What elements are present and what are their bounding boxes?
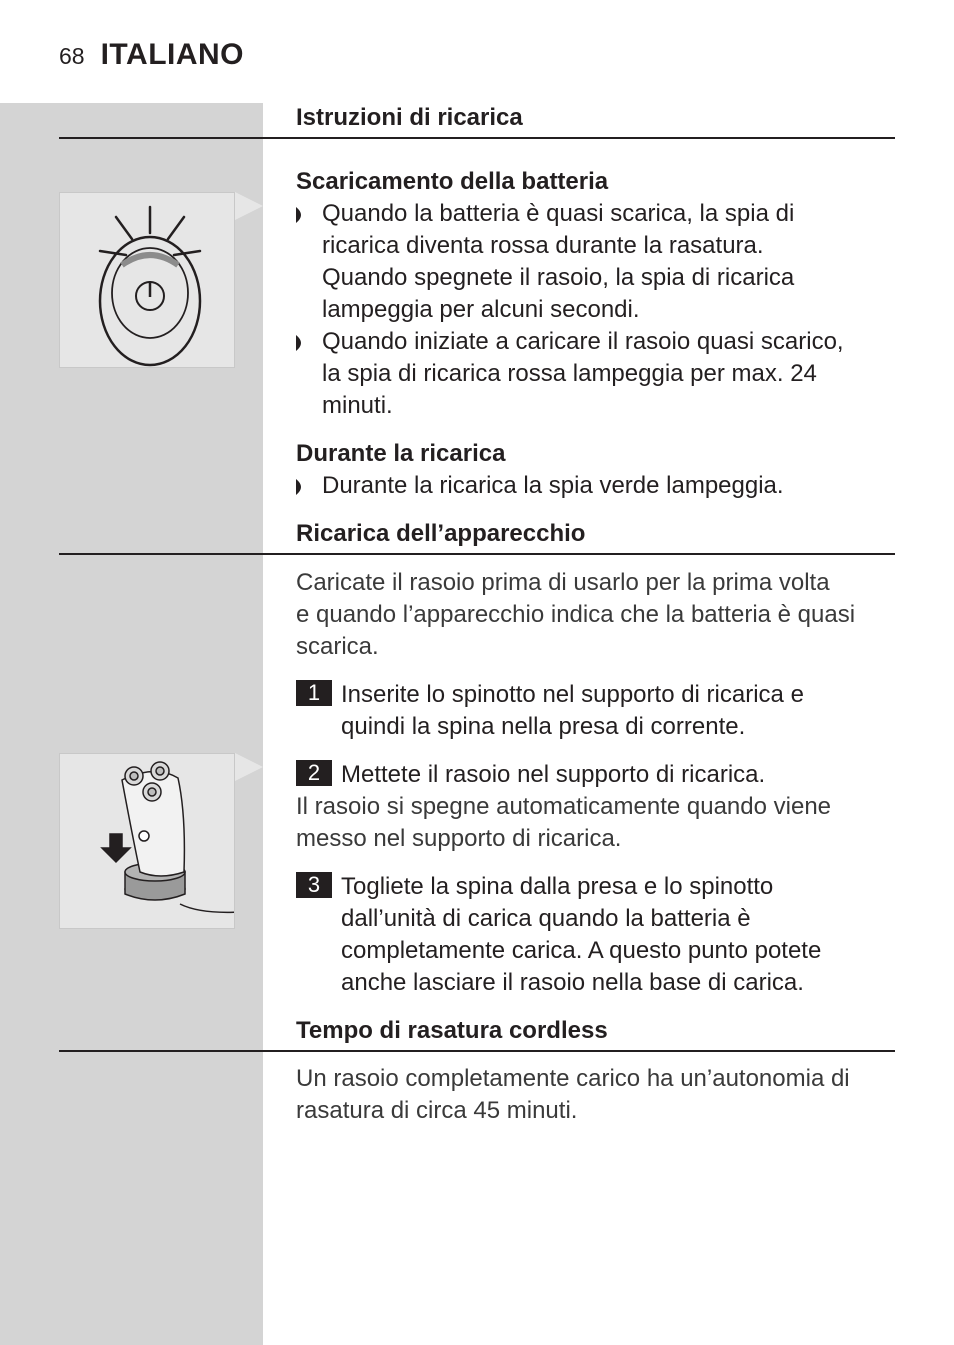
cordless-text [296,1063,850,1127]
bullet-line: lampeggia per alcuni secondi. [322,296,640,323]
list-item [296,470,896,502]
section-title-cordless-time: Tempo di rasatura cordless [296,1017,608,1044]
bullet-icon [296,207,306,223]
text-line: Il rasoio si spegne automaticamente quando viene [296,793,832,820]
section-title-during-charge: Durante la ricarica [296,440,506,467]
section-title-charging: Ricarica dell’apparecchio [296,520,586,547]
figure-charge-light [59,192,235,368]
bullet-line: la spia di ricarica rossa lampeggia per max. 24 [322,360,817,387]
list-item [296,198,896,326]
section-divider [59,1050,895,1052]
charging-intro [296,567,855,663]
language-title: ITALIANO [100,38,245,71]
bullet-icon [296,479,306,495]
step-line: anche lasciare il rasoio nella base di carica. [341,969,804,996]
step-line: Inserite lo spinotto nel supporto di ricarica e [341,681,804,708]
list-item [296,326,896,422]
text-line: Caricate il rasoio prima di usarlo per la prima volta [296,569,830,596]
step-number: 3 [296,872,332,898]
text-line: scarica. [296,633,379,660]
figure-pointer [235,753,263,781]
bullet-line: Quando spegnete il rasoio, la spia di ricarica [322,264,795,291]
figure-shaver-on-stand [59,753,235,929]
step-line: dall’unità di carica quando la batteria è [341,905,751,932]
step-line: completamente carica. A questo punto potete [341,937,822,964]
page-header [59,38,244,72]
step-2-note [296,791,831,855]
section-title-charging-instructions: Istruzioni di ricarica [296,104,523,131]
bullet-line: Quando iniziate a caricare il rasoio quasi scarico, [322,328,844,355]
step-line: quindi la spina nella presa di corrente. [341,713,746,740]
text-line: messo nel supporto di ricarica. [296,825,622,852]
section-divider [59,137,895,139]
text-line: e quando l’apparecchio indica che la batteria è quasi [296,601,856,628]
step-number: 1 [296,680,332,706]
bullet-line: ricarica diventa rossa durante la rasatura. [322,232,764,259]
charge-light-blink-icon [60,193,234,367]
bullet-line: Durante la ricarica la spia verde lampeggia. [322,472,784,499]
shaver-on-charging-stand-icon [60,754,234,928]
step-line: Togliete la spina dalla presa e lo spinotto [341,873,774,900]
bullet-icon [296,335,306,351]
text-line: Un rasoio completamente carico ha un’autonomia di [296,1065,850,1092]
step-line: Mettete il rasoio nel supporto di ricarica. [341,761,766,788]
page-number: 68 [59,43,85,69]
step-number: 2 [296,760,332,786]
step-1 [296,679,804,743]
section-title-battery-low: Scaricamento della batteria [296,168,609,195]
step-3 [296,871,821,999]
figure-pointer [235,192,263,220]
bullet-line: Quando la batteria è quasi scarica, la spia di [322,200,795,227]
text-line: rasatura di circa 45 minuti. [296,1097,578,1124]
section-divider [59,553,895,555]
bullet-line: minuti. [322,392,393,419]
step-2 [296,759,765,791]
